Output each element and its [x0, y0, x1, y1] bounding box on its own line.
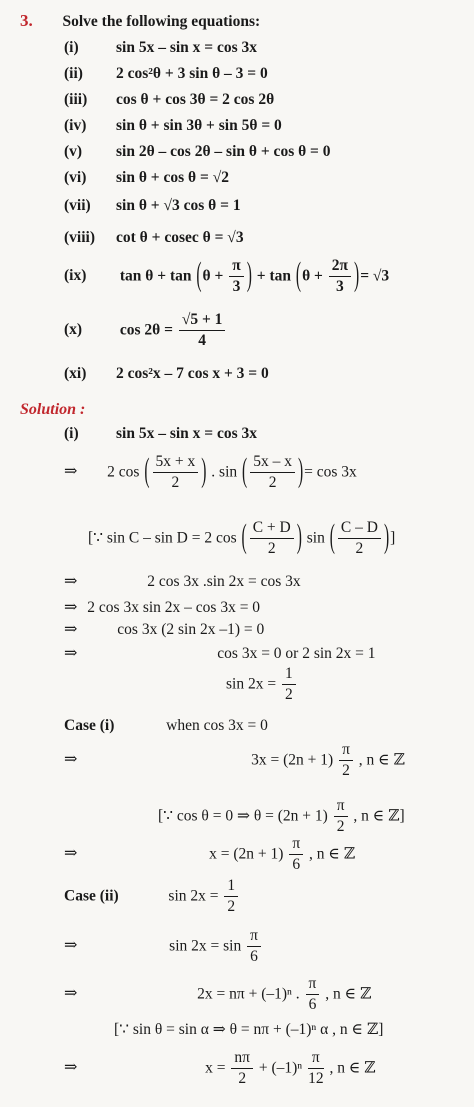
- case-1-step-1: ⇒ 3x = (2n + 1) $\frac{\pi}{2}$ , n ∈ ℤ: [64, 741, 405, 779]
- case-1-heading: Case (i) when cos 3x = 0: [64, 717, 268, 734]
- part-viii: (viii) cot θ + cosec θ = √3: [64, 229, 244, 246]
- fraction: $\frac{\pi}{2}$: [339, 742, 353, 778]
- fraction: $\frac{n\pi}{2}$: [231, 1050, 253, 1086]
- case-2-step-2: ⇒ 2x = nπ + (–1)ⁿ . $\frac{\pi}{6}$ , n ∈ ℤ: [64, 975, 372, 1013]
- question-title: Solve the following equations:: [62, 13, 261, 30]
- case-1-result: ⇒ x = (2n + 1) $\frac{\pi}{6}$ , n ∈ ℤ: [64, 835, 356, 873]
- part-ii: (ii) 2 cos²θ + 3 sin θ – 3 = 0: [64, 65, 268, 82]
- fraction: $\frac{1}{2}$: [282, 666, 296, 702]
- solution-heading: Solution :: [20, 401, 86, 418]
- part-i: (i) sin 5x – sin x = cos 3x: [64, 39, 258, 56]
- part-vii: (vii) sin θ + √3 cos θ = 1: [64, 197, 241, 214]
- case-2-heading: Case (ii) sin 2x = $\frac{1}{2}$: [64, 878, 240, 914]
- hint-sin-general: [∵ sin θ = sin α ⇒ θ = nπ + (–1)ⁿ α , n ∈ ℤ]: [114, 1021, 384, 1038]
- fraction: $\frac{\pi}{3}$: [229, 258, 244, 294]
- solution-step-1: ⇒ 2 cos ( $\frac{5x + x}{2}$ ) . sin ( $\frac{5x - x}{2}$ )= cos 3x: [64, 452, 357, 491]
- solution-step-5: ⇒ cos 3x = 0 or 2 sin 2x = 1: [64, 645, 376, 662]
- fraction: $\frac{\pi}{6}$: [306, 976, 320, 1012]
- question-heading: [20, 12, 260, 30]
- part-iii: (iii) cos θ + cos 3θ = 2 cos 2θ: [64, 91, 275, 108]
- hint-cos-zero: [∵ cos θ = 0 ⇒ θ = (2n + 1) $\frac{\pi}{2}$ , n ∈ ℤ]: [158, 797, 405, 835]
- fraction: $\frac{\pi}{6}$: [247, 928, 261, 964]
- solution-step-3: ⇒ 2 cos 3x sin 2x – cos 3x = 0: [64, 599, 261, 616]
- part-xi: (xi) 2 cos²x – 7 cos x + 3 = 0: [64, 365, 269, 382]
- solution-step-6: sin 2x = $\frac{1}{2}$: [226, 666, 298, 702]
- fraction: $\frac{\pi}{12}$: [308, 1049, 324, 1087]
- solution-step-4: ⇒ cos 3x (2 sin 2x –1) = 0: [64, 621, 265, 638]
- case-2-step-1: ⇒ sin 2x = sin $\frac{\pi}{6}$: [64, 928, 263, 964]
- part-vi: (vi) sin θ + cos θ = √2: [64, 169, 229, 186]
- hint-sin-difference: [∵ sin C – sin D = 2 cos ( $\frac{C + D}{2}$ ) sin ( $\frac{C - D}{2}$ )]: [88, 518, 396, 557]
- case-2-result: ⇒ x = $\frac{n\pi}{2}$ + (–1)ⁿ $\frac{\pi}{12}$ , n ∈ ℤ: [64, 1049, 376, 1087]
- fraction: $\frac{\pi}{2}$: [334, 798, 348, 834]
- fraction: $\frac{2\pi}{3}$: [329, 258, 351, 294]
- question-number: 3.: [20, 11, 33, 30]
- fraction: $\frac{1}{2}$: [224, 878, 238, 914]
- part-ix: (ix) tan θ + tan (θ + $\frac{\pi}{3}$ ) + tan (θ + $\frac{2\pi}{3}$ )= √3: [64, 256, 390, 295]
- solution-part-i: (i) sin 5x – sin x = cos 3x: [64, 425, 258, 442]
- fraction: $\frac{C + D}{2}$: [250, 520, 294, 556]
- solution-step-2: ⇒ 2 cos 3x .sin 2x = cos 3x: [64, 573, 301, 590]
- part-v: (v) sin 2θ – cos 2θ – sin θ + cos θ = 0: [64, 143, 331, 160]
- part-iv: (iv) sin θ + sin 3θ + sin 5θ = 0: [64, 117, 282, 134]
- fraction: $\frac{√5 + 1}{4}$: [179, 312, 226, 348]
- part-x: (x) cos 2θ = $\frac{√5 + 1}{4}$: [64, 312, 227, 348]
- fraction: $\frac{\pi}{6}$: [289, 836, 303, 872]
- fraction: $\frac{5x + x}{2}$: [153, 454, 199, 490]
- fraction: $\frac{C - D}{2}$: [338, 520, 381, 556]
- fraction: $\frac{5x - x}{2}$: [250, 454, 295, 490]
